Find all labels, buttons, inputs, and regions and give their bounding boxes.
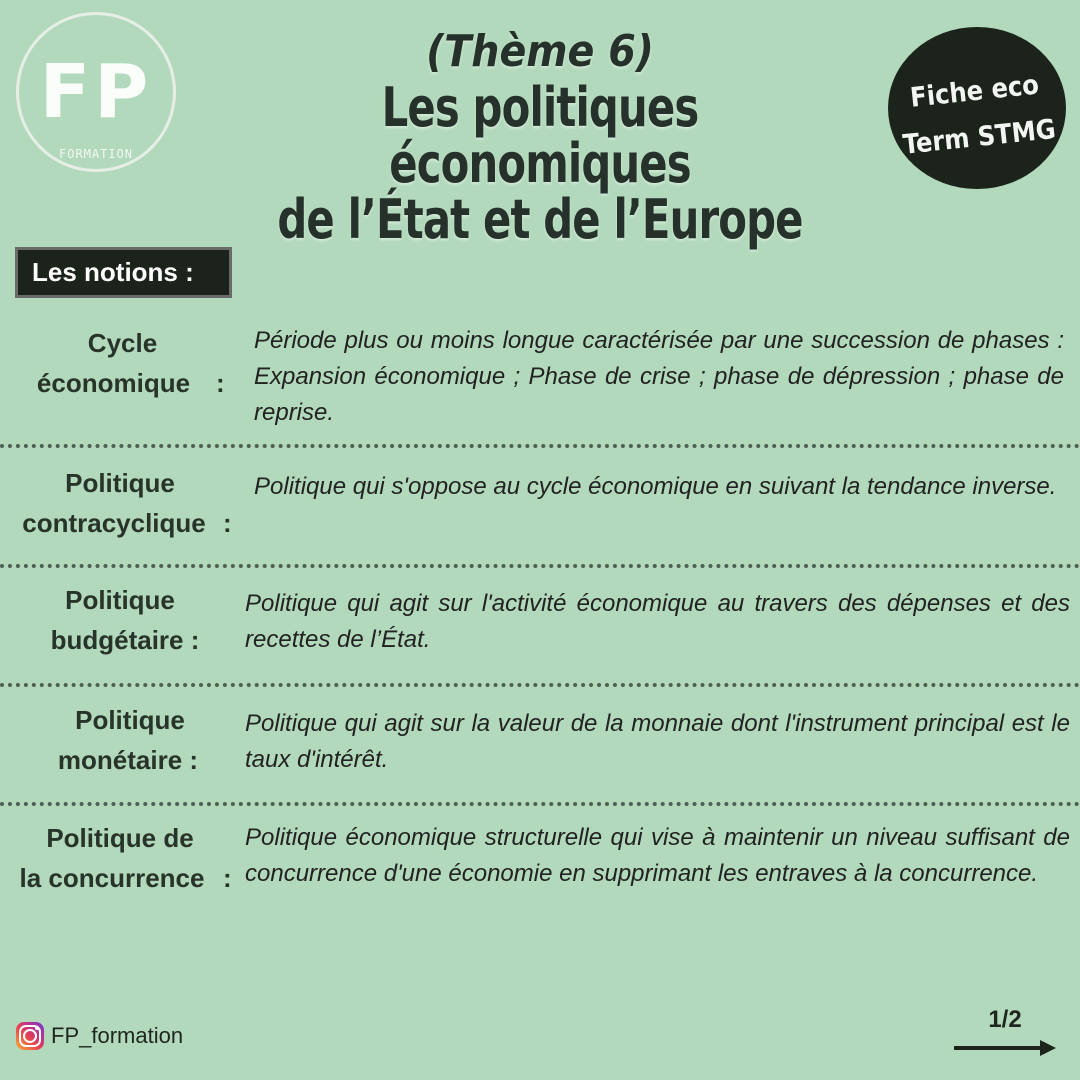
dotted-separator: [0, 444, 1080, 448]
theme-label: (Thème 6): [426, 26, 654, 77]
definition-text: Politique qui s'oppose au cycle économique en suivant la tendance inverse.: [254, 473, 1057, 500]
instagram-handle: FP_formation: [51, 1023, 184, 1048]
fiche-badge: [888, 27, 1066, 189]
term-line-1: Politique: [75, 705, 185, 735]
term-line-2: budgétaire :: [50, 625, 200, 655]
term-colon: :: [223, 863, 232, 893]
definition-text: Période plus ou moins longue caractérisée par une succession de phases : Expansion économique ; Phase de crise ; phase de dépression ; phase de reprise.: [254, 327, 1064, 426]
term-line-1: Politique: [65, 585, 175, 615]
dotted-separator: [0, 683, 1080, 687]
dotted-separator: [0, 564, 1080, 568]
section-label-notions: Les notions :: [15, 247, 232, 298]
fp-formation-logo: [16, 12, 176, 172]
term-line-2: monétaire :: [57, 745, 199, 775]
term-line-2: contracyclique: [22, 508, 206, 538]
term-line-1: Politique de: [46, 823, 194, 853]
definition-text: Politique économique structurelle qui vise à maintenir un niveau suffisant de concurrence d'une économie en supprimant les entraves à la concurrence.: [245, 824, 1070, 887]
instagram-icon: [16, 1022, 44, 1050]
definition-text: Politique qui agit sur l'activité économique au travers des dépenses et des recettes de l’État.: [245, 590, 1070, 653]
page-title-line-1: Les politiques économiques: [381, 76, 699, 195]
term-line-2: la concurrence: [19, 863, 205, 893]
page-title-block: [190, 24, 890, 251]
term-colon: :: [216, 368, 225, 398]
term-line-1: Politique: [65, 468, 175, 498]
term-line-1: Cycle: [87, 328, 158, 358]
badge-line-1: Fiche eco: [908, 69, 1041, 114]
page-indicator: 1/2: [988, 1006, 1022, 1033]
badge-line-2: Term STMG: [901, 113, 1058, 161]
term-line-2: économique: [36, 368, 191, 398]
page-title-line-2: de l’État et de l’Europe: [277, 188, 803, 251]
dotted-separator: [0, 802, 1080, 806]
term-colon: :: [223, 508, 232, 538]
arrow-right-icon[interactable]: [952, 1036, 1060, 1060]
logo-letters: FP: [39, 49, 153, 135]
definition-text: Politique qui agit sur la valeur de la monnaie dont l'instrument principal est le taux d'intérêt.: [245, 710, 1070, 773]
logo-subtitle: FORMATION: [58, 147, 134, 161]
instagram-link[interactable]: [16, 1021, 183, 1051]
